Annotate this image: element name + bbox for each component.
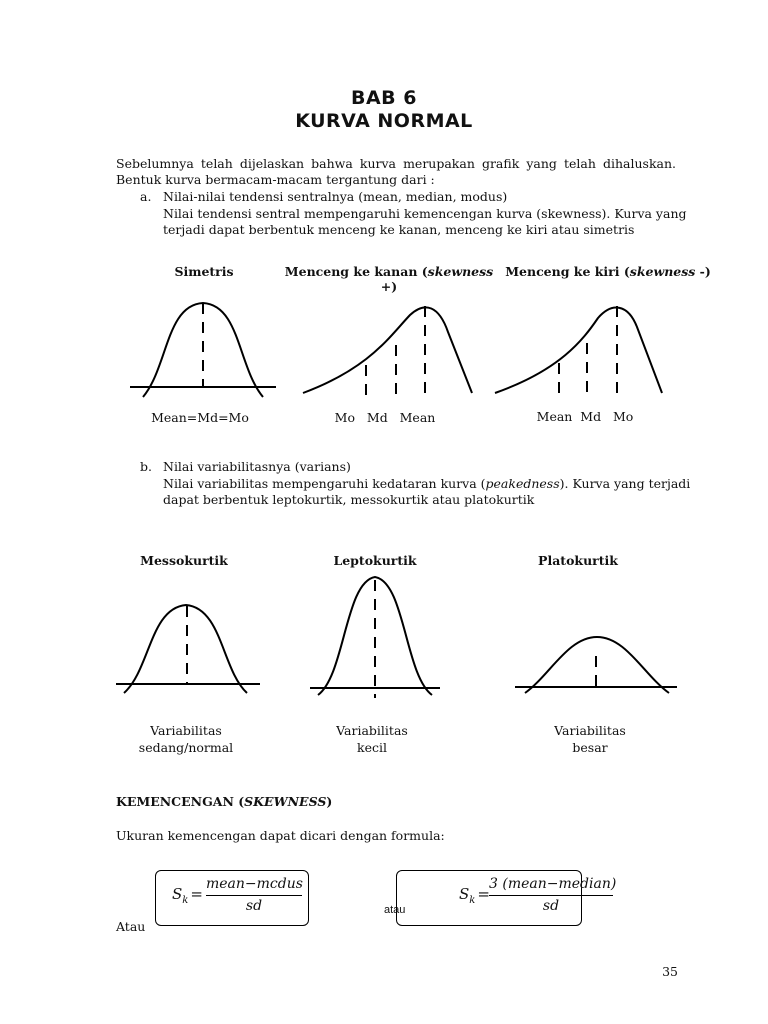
- item-b-line-3: dapat berbentuk leptokurtik, messokurtik atau platokurtik: [163, 492, 535, 507]
- item-a-title: Nilai-nilai tendensi sentralnya (mean, median, modus): [163, 189, 508, 204]
- label-menceng-kanan: Menceng ke kanan (skewness +): [284, 264, 494, 294]
- label-messokurtik: Messokurtik: [140, 553, 228, 568]
- label-leptokurtik: Leptokurtik: [333, 553, 417, 568]
- item-b-title: Nilai variabilitasnya (varians): [163, 459, 351, 474]
- intro-line-2: Bentuk kurva bermacam-macam tergantung dari :: [116, 172, 435, 187]
- formula-intro: Ukuran kemencengan dapat dicari dengan formula:: [116, 828, 445, 843]
- right-skew-curve: [303, 306, 472, 397]
- item-b-marker: b.: [140, 459, 152, 474]
- item-a-marker: a.: [140, 189, 152, 204]
- messokurtik-curve: [116, 605, 260, 693]
- platokurtik-curve: [515, 637, 677, 693]
- caption-leptokurtik-line-2: kecil: [357, 739, 387, 755]
- messokurtik-shape: [124, 605, 247, 693]
- formula-1-box: [155, 870, 309, 926]
- caption-messokurtik: [122, 723, 250, 756]
- caption-menceng-kanan: Mo Md Mean: [334, 410, 436, 425]
- formula-2-numerator: 3 (mean−median): [489, 876, 617, 892]
- caption-messokurtik-line-2: sedang/normal: [138, 739, 234, 755]
- atau-small-text: atau: [384, 904, 406, 916]
- skewness-heading: KEMENCENGAN (SKEWNESS): [116, 794, 333, 809]
- formula-1-denominator: sd: [245, 898, 263, 914]
- formula-2-lhs: $S_k$ =: [459, 885, 490, 906]
- caption-leptokurtik-line-1: Variabilitas: [336, 723, 408, 738]
- atau-label: Atau: [116, 919, 146, 934]
- caption-leptokurtik: [308, 723, 436, 756]
- formula-1-lhs: $S_k$ =: [172, 885, 203, 906]
- item-b-line-2: Nilai variabilitas mempengaruhi kedataran kurva (peakedness). Kurva yang terjadi: [163, 476, 691, 491]
- formula-2-fraction-bar: [489, 895, 613, 896]
- caption-menceng-kiri: Mean Md Mo: [536, 409, 634, 424]
- formula-2-denominator: sd: [542, 898, 560, 914]
- caption-platokurtik-line-1: Variabilitas: [554, 723, 626, 738]
- chapter-title: KURVA NORMAL: [295, 110, 473, 132]
- left-skew-shape: [495, 308, 662, 393]
- intro-line-1: Sebelumnya telah dijelaskan bahwa kurva merupakan grafik yang telah dihaluskan.: [116, 156, 676, 171]
- formula-1-fraction-bar: [206, 895, 302, 896]
- label-simetris: Simetris: [174, 264, 234, 279]
- caption-messokurtik-line-1: Variabilitas: [150, 723, 222, 738]
- leptokurtik-curve: [310, 577, 440, 698]
- caption-platokurtik-line-2: besar: [572, 739, 608, 755]
- right-skew-shape: [303, 307, 472, 393]
- caption-platokurtik: [526, 723, 654, 756]
- chapter-number: BAB 6: [350, 87, 417, 109]
- left-skew-curve: [495, 306, 662, 396]
- formula-2-box: [396, 870, 617, 926]
- page-number: 35: [662, 964, 678, 979]
- label-menceng-kiri: Menceng ke kiri (skewness -): [505, 264, 711, 279]
- formula-1-numerator: mean−mcdus: [206, 876, 303, 892]
- label-platokurtik: Platokurtik: [538, 553, 618, 568]
- symmetric-curve: [130, 303, 276, 397]
- caption-simetris: Mean=Md=Mo: [151, 410, 249, 425]
- item-a-line-2: Nilai tendensi sentral mempengaruhi kemencengan kurva (skewness). Kurva yang: [163, 206, 687, 221]
- item-a-line-3: terjadi dapat berbentuk menceng ke kanan, menceng ke kiri atau simetris: [163, 222, 635, 237]
